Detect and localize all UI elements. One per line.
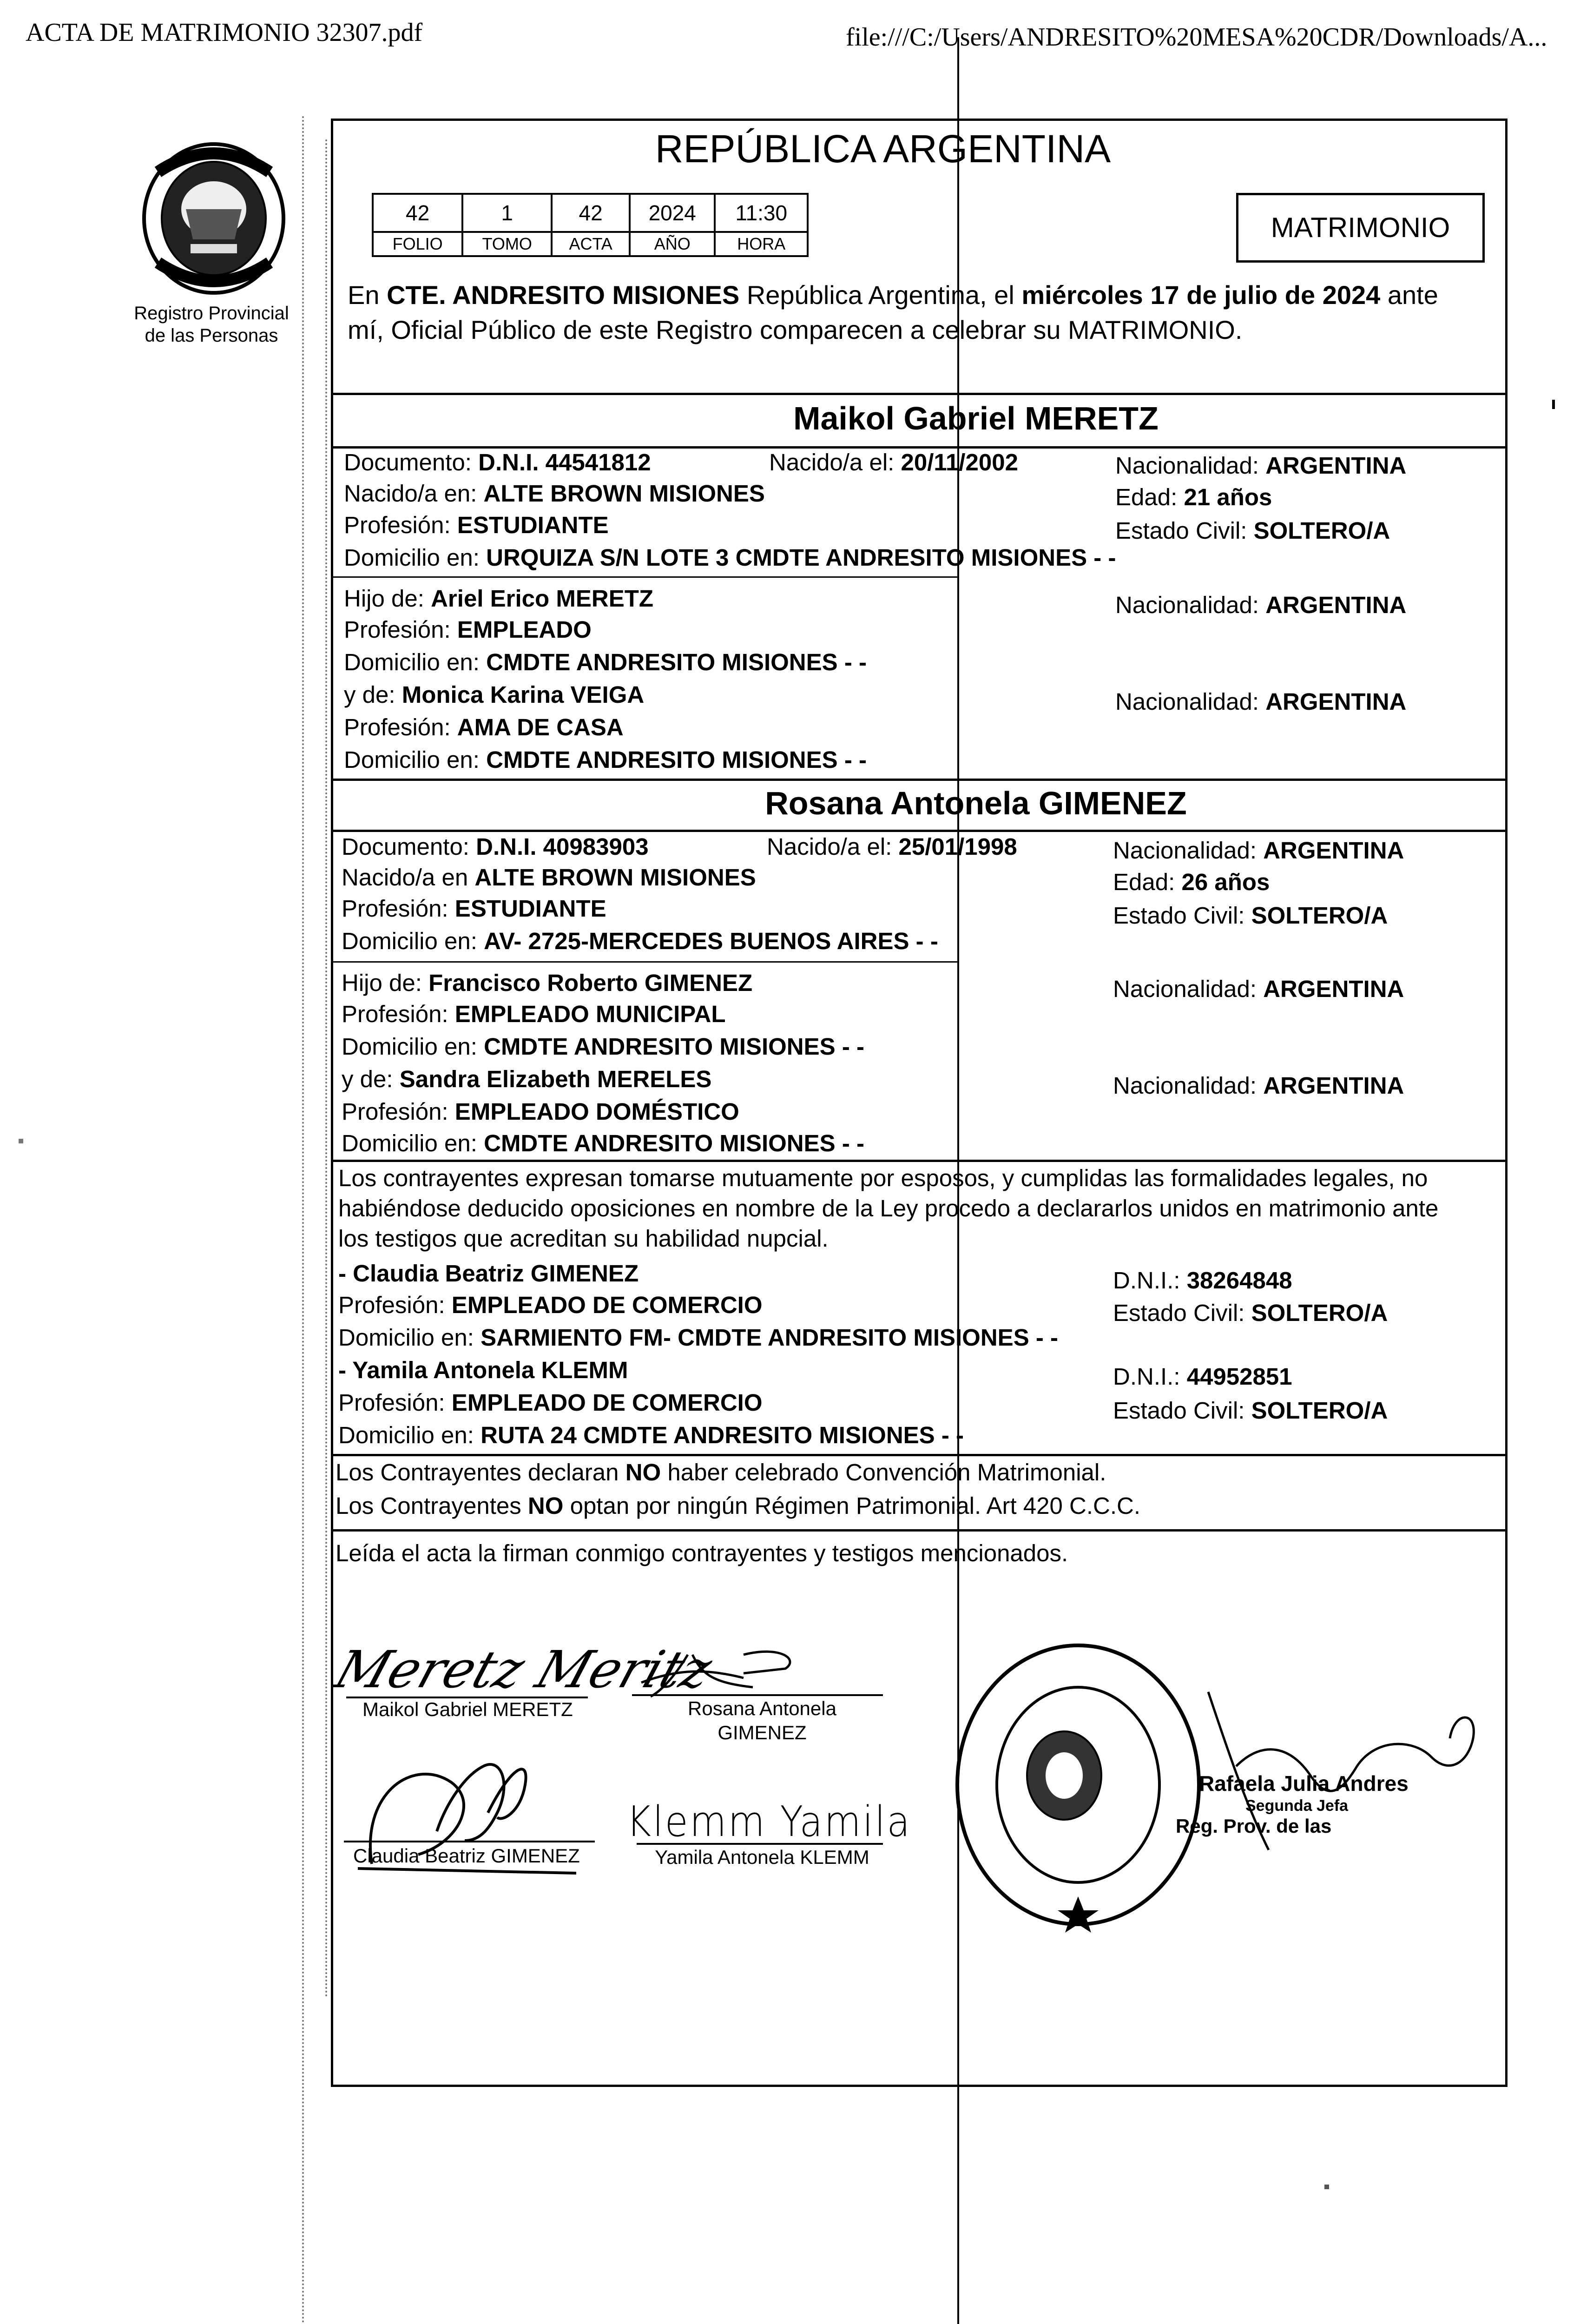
convention-note: Los Contrayentes declaran NO haber celebrado Convención Matrimonial. (336, 1459, 1106, 1486)
scan-mark (1324, 2185, 1329, 2189)
signature-caption-witness1: Claudia Beatriz GIMENEZ (353, 1845, 580, 1867)
regime-note: Los Contrayentes NO optan por ningún Régimen Patrimonial. Art 420 C.C.C. (336, 1492, 1141, 1519)
margin-dots (325, 139, 327, 1999)
party1-mother-profession: Profesión: AMA DE CASA (344, 714, 624, 740)
hora-label: HORA (715, 232, 808, 256)
book-reference-table (372, 193, 809, 257)
declaration-line-2: habiéndose deducido oposiciones en nombre de la Ley procedo a declararlos unidos en matrimonio ante (338, 1195, 1439, 1221)
witness1-address: Domicilio en: SARMIENTO FM- CMDTE ANDRESITO MISIONES - - (338, 1324, 1059, 1351)
party1-mother: y de: Monica Karina VEIGA (344, 681, 645, 708)
party1-nationality: Nacionalidad: ARGENTINA (1115, 452, 1407, 479)
witness2-profession: Profesión: EMPLEADO DE COMERCIO (338, 1389, 763, 1416)
act-type-box (1236, 193, 1485, 263)
party2-name: Rosana Antonela GIMENEZ (765, 785, 1187, 821)
party2-father: Hijo de: Francisco Roberto GIMENEZ (342, 970, 753, 996)
section-divider (331, 393, 1508, 395)
hora-value: 11:30 (715, 194, 808, 232)
party2-birthdate: Nacido/a el: 25/01/1998 (767, 833, 1017, 860)
official-title: Segunda Jefa (1245, 1797, 1349, 1815)
official-name: Rafaela Julia Andres (1199, 1771, 1409, 1796)
intro-line-2: mí, Oficial Público de este Registro comparecen a celebrar su MATRIMONIO. (348, 315, 1243, 344)
party2-address: Domicilio en: AV- 2725-MERCEDES BUENOS AIRES - - (342, 928, 938, 954)
margin-dots (302, 116, 304, 2324)
party1-father-nationality: Nacionalidad: ARGENTINA (1115, 592, 1407, 618)
party2-age: Edad: 26 años (1113, 869, 1270, 895)
party2-mother-address: Domicilio en: CMDTE ANDRESITO MISIONES - - (342, 1130, 864, 1156)
party2-civil-status: Estado Civil: SOLTERO/A (1113, 902, 1388, 929)
section-divider (331, 576, 958, 578)
section-divider (331, 961, 958, 963)
act-type-label: MATRIMONIO (1271, 212, 1450, 243)
signature-scribble-4 (618, 1794, 912, 1847)
logo-caption-1: Registro Provincial (134, 303, 289, 324)
witness1-profession: Profesión: EMPLEADO DE COMERCIO (338, 1292, 763, 1318)
provincial-seal-logo (139, 139, 288, 297)
scan-mark (1552, 400, 1555, 409)
intro-line-1: En CTE. ANDRESITO MISIONES República Argentina, el miércoles 17 de julio de 2024 ante (348, 280, 1438, 310)
witness2-name: - Yamila Antonela KLEMM (338, 1357, 628, 1383)
witness2-civil-status: Estado Civil: SOLTERO/A (1113, 1397, 1388, 1424)
page-title: REPÚBLICA ARGENTINA (655, 127, 1111, 171)
party1-address: Domicilio en: URQUIZA S/N LOTE 3 CMDTE ANDRESITO MISIONES - - (344, 544, 1116, 571)
party1-name: Maikol Gabriel MERETZ (793, 400, 1159, 436)
party2-document: Documento: D.N.I. 40983903 (342, 833, 649, 860)
party2-father-address: Domicilio en: CMDTE ANDRESITO MISIONES - - (342, 1033, 864, 1060)
section-divider (331, 830, 1508, 832)
party1-age: Edad: 21 años (1115, 484, 1272, 510)
party2-father-profession: Profesión: EMPLEADO MUNICIPAL (342, 1001, 726, 1027)
party2-profession: Profesión: ESTUDIANTE (342, 895, 606, 922)
witness2-address: Domicilio en: RUTA 24 CMDTE ANDRESITO MISIONES - - (338, 1422, 964, 1448)
party2-mother-nationality: Nacionalidad: ARGENTINA (1113, 1072, 1404, 1099)
folio-value: 42 (373, 194, 462, 232)
party1-birthdate: Nacido/a el: 20/11/2002 (769, 449, 1018, 475)
party1-father-address: Domicilio en: CMDTE ANDRESITO MISIONES - - (344, 649, 867, 675)
logo-caption-2: de las Personas (145, 325, 278, 346)
signature-scribble-1 (328, 1636, 719, 1701)
party2-mother-profession: Profesión: EMPLEADO DOMÉSTICO (342, 1098, 739, 1125)
tomo-value: 1 (462, 194, 552, 232)
document-url: file:///C:/Users/ANDRESITO%20MESA%20CDR/Downloads/A... (846, 23, 1547, 52)
section-divider (331, 1160, 1508, 1162)
witness1-civil-status: Estado Civil: SOLTERO/A (1113, 1300, 1388, 1326)
witness2-dni: D.N.I.: 44952851 (1113, 1363, 1292, 1390)
party2-nationality: Nacionalidad: ARGENTINA (1113, 837, 1404, 864)
party1-mother-nationality: Nacionalidad: ARGENTINA (1115, 688, 1407, 715)
section-divider (331, 1454, 1508, 1456)
witness1-name: - Claudia Beatriz GIMENEZ (338, 1260, 639, 1287)
declaration-line-1: Los contrayentes expresan tomarse mutuamente por esposos, y cumplidas las formalidades legales, no (338, 1165, 1428, 1191)
svg-text:Klemm Yamila: Klemm Yamila (626, 1798, 912, 1847)
party1-profession: Profesión: ESTUDIANTE (344, 512, 609, 538)
party1-birthplace: Nacido/a en: ALTE BROWN MISIONES (344, 480, 765, 507)
tomo-label: TOMO (462, 232, 552, 256)
signature-caption-bride-1: Rosana Antonela (688, 1697, 836, 1719)
signature-caption-groom: Maikol Gabriel MERETZ (362, 1698, 573, 1720)
closing-statement: Leída el acta la firman conmigo contrayentes y testigos mencionados. (336, 1540, 1068, 1566)
acta-value: 42 (552, 194, 630, 232)
anio-label: AÑO (630, 232, 715, 256)
acta-label: ACTA (552, 232, 630, 256)
party2-father-nationality: Nacionalidad: ARGENTINA (1113, 976, 1404, 1002)
party1-father-profession: Profesión: EMPLEADO (344, 616, 592, 643)
official-registry: Reg. Prov. de las (1176, 1815, 1332, 1837)
signature-caption-bride-2: GIMENEZ (718, 1722, 807, 1743)
signature-caption-witness2: Yamila Antonela KLEMM (655, 1846, 869, 1868)
party1-father: Hijo de: Ariel Erico MERETZ (344, 585, 654, 612)
folio-label: FOLIO (373, 232, 462, 256)
party2-birthplace: Nacido/a en ALTE BROWN MISIONES (342, 864, 756, 891)
section-divider (331, 779, 1508, 781)
svg-text:Meretz Meritz: Meretz Meritz (328, 1639, 719, 1700)
section-divider (331, 1529, 1508, 1532)
party1-document: Documento: D.N.I. 44541812 (344, 449, 651, 475)
signature-line (344, 1841, 595, 1842)
registry-stamp (948, 1636, 1208, 1934)
party2-mother: y de: Sandra Elizabeth MERELES (342, 1066, 712, 1092)
document-filename: ACTA DE MATRIMONIO 32307.pdf (26, 18, 423, 47)
party1-civil-status: Estado Civil: SOLTERO/A (1115, 517, 1390, 544)
signature-scribble-2 (632, 1636, 818, 1701)
party1-mother-address: Domicilio en: CMDTE ANDRESITO MISIONES - - (344, 746, 867, 773)
anio-value: 2024 (630, 194, 715, 232)
declaration-line-3: los testigos que acreditan su habilidad nupcial. (338, 1225, 829, 1252)
witness1-dni: D.N.I.: 38264848 (1113, 1267, 1292, 1294)
scan-mark (19, 1139, 23, 1143)
